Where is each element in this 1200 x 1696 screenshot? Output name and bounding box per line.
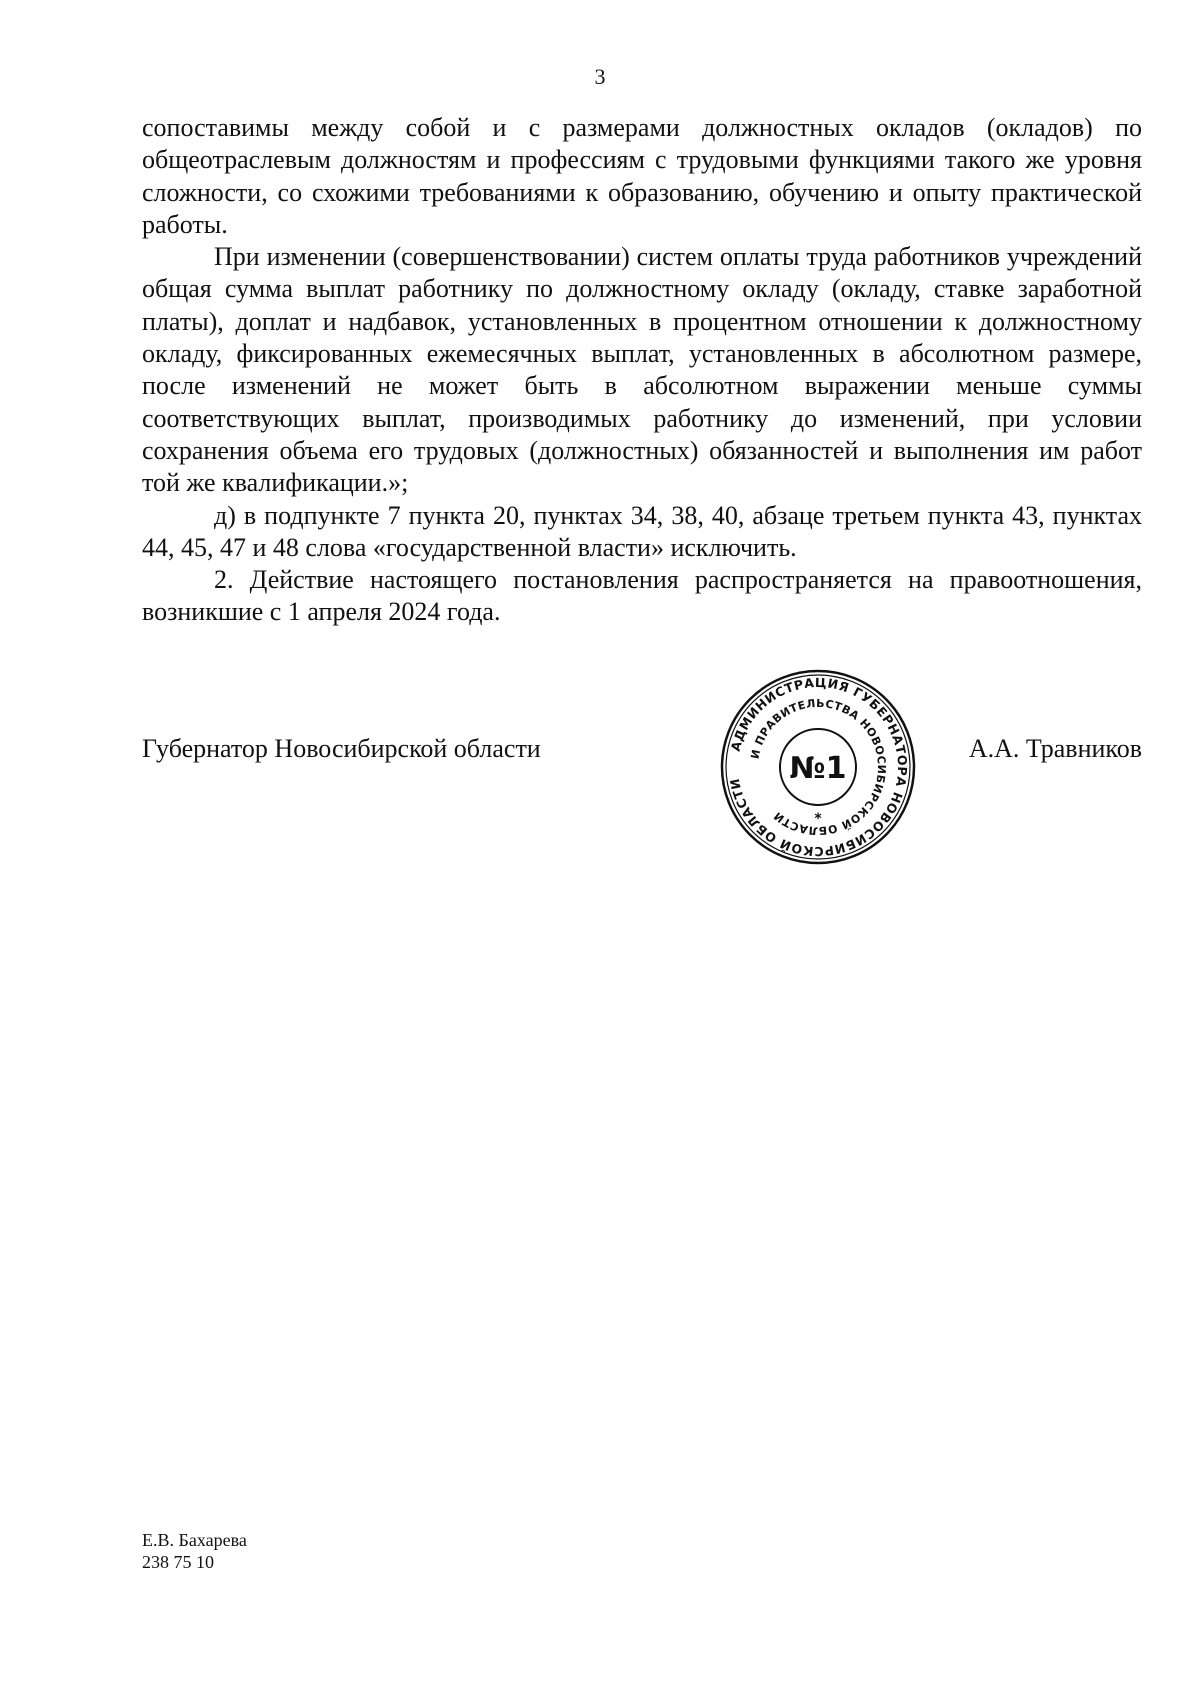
paragraph-continuation: сопоставимы между собой и с размерами должностных окладов (окладов) по общеотраслевым должностям и профессиям с трудовыми функциями такого же уровня сложности, со схожими требованиями к образованию, обучению и опыту практической работы. bbox=[142, 113, 1142, 239]
document-body bbox=[142, 112, 1142, 629]
signatory-name: А.А. Травников bbox=[968, 734, 1142, 763]
paragraph-subitem-d: д) в подпункте 7 пункта 20, пунктах 34, 38, 40, абзаце третьем пункта 43, пунктах 44, 45, 47 и 48 слова «государственной власти» исключить. bbox=[142, 500, 1142, 562]
page-number: 3 bbox=[594, 64, 606, 89]
executor-phone: 238 75 10 bbox=[142, 1552, 214, 1572]
paragraph-effective-date: 2. Действие настоящего постановления распространяется на правоотношения, возникшие с 1 апреля 2024 года. bbox=[142, 565, 1142, 627]
seal-star: * bbox=[814, 811, 822, 827]
executor-block bbox=[142, 1529, 247, 1573]
executor-name: Е.В. Бахарева bbox=[142, 1530, 247, 1550]
official-seal bbox=[718, 667, 918, 867]
seal-center-number: №1 bbox=[789, 751, 847, 786]
seal-outer-text: АДМИНИСТРАЦИЯ ГУБЕРНАТОРА НОВОСИБИРСКОЙ ОБЛАСТИ bbox=[726, 674, 911, 860]
paragraph-salary-changes: При изменении (совершенствовании) систем оплаты труда работников учреждений общая сумма выплат работнику по должностному окладу (окладу, ставке заработной платы), доплат и надбавок, установленных в процентном отношении к должностному окладу, фиксированных ежемесячных выплат, установленных в абсолютном размере, после изменений не может быть в абсолютном выражении меньше суммы соответствующих выплат, производимых работнику до изменений, при условии сохранения объема его трудовых (должностных) обязанностей и выполнения им работ той же квалификации.»; bbox=[142, 242, 1142, 498]
signatory-position: Губернатор Новосибирской области bbox=[142, 734, 541, 763]
seal-inner-text: И ПРАВИТЕЛЬСТВА НОВОСИБИРСКОЙ ОБЛАСТИ bbox=[748, 696, 889, 838]
